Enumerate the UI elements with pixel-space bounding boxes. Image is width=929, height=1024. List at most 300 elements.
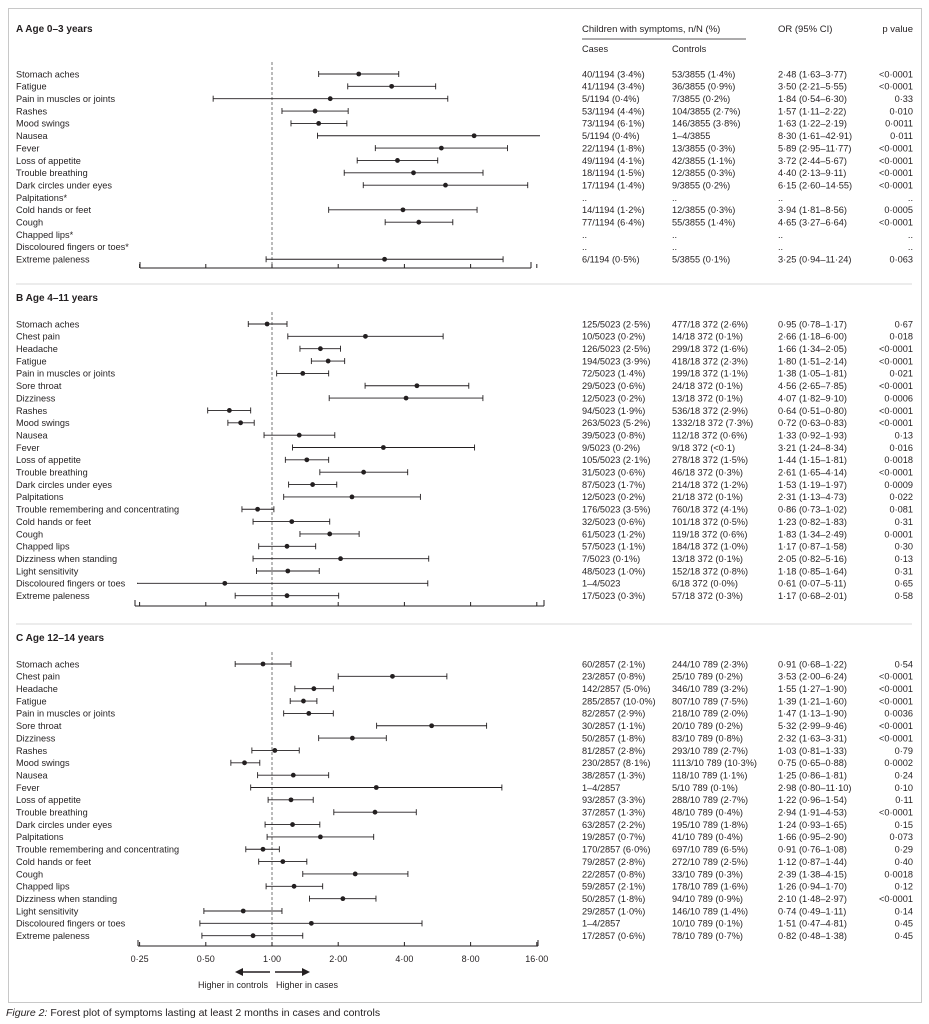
panel-C-row-2-point xyxy=(390,674,395,679)
panel-B-row-4-label: Fatigue xyxy=(16,356,47,367)
panel-B-row-13-p-value: <0·0001 xyxy=(879,467,913,478)
panel-C-row-13-or-ci: 2·94 (1·91–4·53) xyxy=(778,807,847,818)
panel-C-row-2-cases: 23/2857 (0·8%) xyxy=(582,671,646,682)
panel-C-row-1-controls: 244/10 789 (2·3%) xyxy=(672,659,749,670)
panel-B-row-20-point xyxy=(338,556,343,561)
panel-C-row-11-p-value: 0·10 xyxy=(894,782,913,793)
panel-C-row-8-or-ci: 1·03 (0·81–1·33) xyxy=(778,745,847,756)
panel-B-row-20-controls: 13/18 372 (0·1%) xyxy=(672,553,743,564)
panel-A-row-14-cases: .. xyxy=(582,229,588,240)
panel-A-row-4-label: Rashes xyxy=(16,106,48,117)
panel-C-row-18-cases: 22/2857 (0·8%) xyxy=(582,869,646,880)
panel-C-row-10-cases: 38/2857 (1·3%) xyxy=(582,770,646,781)
panel-B-row-11-cases: 9/5023 (0·2%) xyxy=(582,442,641,453)
panel-C-row-22-controls: 10/10 789 (0·1%) xyxy=(672,918,743,929)
panel-C-row-16-p-value: 0·29 xyxy=(894,844,913,855)
panel-A-row-9-label: Trouble breathing xyxy=(16,168,88,179)
panel-C-row-18-controls: 33/10 789 (0·3%) xyxy=(672,869,743,880)
header-cases: Cases xyxy=(582,44,609,54)
x-tick-label-2: 1·00 xyxy=(262,954,282,964)
panel-C-row-21-or-ci: 0·74 (0·49–1·11) xyxy=(778,906,847,917)
panel-B-row-1-point xyxy=(265,322,270,327)
panel-A-row-7-or-ci: 5·89 (2·95–11·77) xyxy=(778,143,852,154)
panel-C-row-18-or-ci: 2·39 (1·38–4·15) xyxy=(778,869,847,880)
panel-A-row-10-or-ci: 6·15 (2·60–14·55) xyxy=(778,180,853,191)
panel-B-row-6-cases: 29/5023 (0·6%) xyxy=(582,381,646,392)
panel-A-row-16-cases: 6/1194 (0·5%) xyxy=(582,254,640,265)
panel-C-row-17-p-value: 0·40 xyxy=(894,856,913,867)
panel-B-row-2-label: Chest pain xyxy=(16,331,60,342)
panel-A-row-1-point xyxy=(356,72,361,77)
panel-C-row-18-label: Cough xyxy=(16,869,44,880)
panel-C-row-9-label: Mood swings xyxy=(16,758,70,769)
arrow-right-label: Higher in cases xyxy=(276,980,339,990)
panel-C-row-15-or-ci: 1·66 (0·95–2·90) xyxy=(778,832,847,843)
panel-C-row-15-label: Palpitations xyxy=(16,832,64,843)
panel-A-row-2-controls: 36/3855 (0·9%) xyxy=(672,81,736,92)
panel-B-row-12-label: Loss of appetite xyxy=(16,455,81,466)
panel-B-row-12-point xyxy=(304,457,309,462)
panel-B-row-8-point xyxy=(227,408,232,413)
panel-B-row-19-label: Chapped lips xyxy=(16,541,70,552)
panel-C-row-9-cases: 230/2857 (8·1%) xyxy=(582,758,651,769)
panel-B-row-3-point xyxy=(318,346,323,351)
panel-B-row-3-label: Headache xyxy=(16,344,58,354)
panel-A-row-7-controls: 13/3855 (0·3%) xyxy=(672,143,736,154)
panel-B-row-18-point xyxy=(327,532,332,537)
panel-C-row-14-controls: 195/10 789 (1·8%) xyxy=(672,819,749,830)
panel-C-row-3-p-value: <0·0001 xyxy=(879,684,913,694)
panel-C-row-6-label: Sore throat xyxy=(16,721,62,732)
panel-C-row-12-point xyxy=(289,797,294,802)
panel-B-row-12-cases: 105/5023 (2·1%) xyxy=(582,455,651,466)
panel-B-row-18-controls: 119/18 372 (0·6%) xyxy=(672,529,748,540)
panel-B-row-9-or-ci: 0·72 (0·63–0·83) xyxy=(778,418,847,429)
panel-B-row-4-point xyxy=(326,359,331,364)
panel-A-row-1-p-value: <0·0001 xyxy=(879,69,913,80)
panel-C-row-1-label: Stomach aches xyxy=(16,659,80,670)
panel-C-row-20-p-value: <0·0001 xyxy=(879,893,913,904)
panel-B-row-7-label: Dizziness xyxy=(16,393,56,404)
panel-B-row-11-point xyxy=(381,445,386,450)
panel-A-row-5-or-ci: 1·63 (1·22–2·19) xyxy=(778,118,847,129)
panel-B-row-23-cases: 17/5023 (0·3%) xyxy=(582,591,646,601)
panel-B-row-16-point xyxy=(255,507,260,512)
header-controls: Controls xyxy=(672,44,707,54)
panel-C-row-19-p-value: 0·12 xyxy=(894,881,913,892)
panel-A-row-15-controls: .. xyxy=(672,242,678,253)
panel-C-row-5-or-ci: 1·47 (1·13–1·90) xyxy=(778,708,847,719)
panel-A-row-2-or-ci: 3·50 (2·21–5·55) xyxy=(778,81,847,92)
panel-B-row-20-label: Dizziness when standing xyxy=(16,553,118,564)
panel-C-row-13-point xyxy=(373,810,378,815)
panel-B-row-5-point xyxy=(300,371,305,376)
panel-B-row-10-controls: 112/18 372 (0·6%) xyxy=(672,430,748,441)
panel-A-row-11-cases: .. xyxy=(582,192,588,203)
panel-A-title: A Age 0–3 years xyxy=(16,24,93,35)
panel-C-row-21-cases: 29/2857 (1·0%) xyxy=(582,906,646,917)
panel-B-row-10-point xyxy=(297,433,302,438)
panel-C-row-16-label: Trouble remembering and concentrating xyxy=(16,844,180,855)
panel-A-row-1-or-ci: 2·48 (1·63–3·77) xyxy=(778,69,847,80)
panel-C-row-10-label: Nausea xyxy=(16,770,48,781)
panel-C-row-13-cases: 37/2857 (1·3%) xyxy=(582,807,646,818)
panel-C-row-4-cases: 285/2857 (10·0%) xyxy=(582,696,656,707)
panel-A-row-8-controls: 42/3855 (1·1%) xyxy=(672,155,736,166)
panel-C-row-11-label: Fever xyxy=(16,782,40,793)
panel-A-row-13-or-ci: 4·65 (3·27–6·64) xyxy=(778,217,847,228)
panel-B-row-13-cases: 31/5023 (0·6%) xyxy=(582,467,646,478)
panel-B-row-22-or-ci: 0·61 (0·07–5·11) xyxy=(778,578,847,589)
panel-B-row-6-or-ci: 4·56 (2·65–7·85) xyxy=(778,381,847,392)
panel-C-row-7-controls: 83/10 789 (0·8%) xyxy=(672,733,743,744)
panel-B-row-17-label: Cold hands or feet xyxy=(16,516,92,527)
panel-B-row-11-controls: 9/18 372 (<0·1) xyxy=(672,442,736,453)
panel-C-row-16-controls: 697/10 789 (6·5%) xyxy=(672,844,749,855)
figure-caption-text: Forest plot of symptoms lasting at least 2 months in cases and controls xyxy=(50,1007,381,1019)
panel-C-row-19-controls: 178/10 789 (1·6%) xyxy=(672,881,749,892)
panel-C-row-4-or-ci: 1·39 (1·21–1·60) xyxy=(778,696,847,707)
panel-C-row-6-or-ci: 5·32 (2·99–9·46) xyxy=(778,721,847,732)
panel-A-row-10-label: Dark circles under eyes xyxy=(16,180,112,191)
panel-A-row-11-p-value: .. xyxy=(907,192,913,203)
panel-C-row-17-label: Cold hands or feet xyxy=(16,856,92,867)
panel-A-row-5-point xyxy=(316,121,321,126)
panel-B-row-20-cases: 7/5023 (0·1%) xyxy=(582,553,641,564)
panel-B-row-19-cases: 57/5023 (1·1%) xyxy=(582,541,646,552)
panel-A-row-8-label: Loss of appetite xyxy=(16,155,81,166)
panel-B-row-16-label: Trouble remembering and concentrating xyxy=(16,504,180,515)
panel-C-row-12-label: Loss of appetite xyxy=(16,795,81,806)
panel-C-row-17-point xyxy=(280,859,285,864)
panel-B-row-1-or-ci: 0·95 (0·78–1·17) xyxy=(778,319,847,330)
panel-C-row-15-controls: 41/10 789 (0·4%) xyxy=(672,832,743,843)
header-children-with-symptoms: Children with symptoms, n/N (%) xyxy=(582,24,721,35)
panel-A-row-7-label: Fever xyxy=(16,143,40,154)
panel-A-row-9-controls: 12/3855 (0·3%) xyxy=(672,168,736,179)
panel-A-row-10-p-value: <0·0001 xyxy=(879,180,913,191)
panel-C-row-3-controls: 346/10 789 (3·2%) xyxy=(672,684,749,694)
panel-B-row-8-controls: 536/18 372 (2·9%) xyxy=(672,405,749,416)
panel-B-row-15-point xyxy=(350,495,355,500)
panel-C-title: C Age 12–14 years xyxy=(16,633,105,644)
panel-C-row-15-cases: 19/2857 (0·7%) xyxy=(582,832,646,843)
panel-B-row-23-controls: 57/18 372 (0·3%) xyxy=(672,591,743,601)
panel-A-row-12-point xyxy=(401,207,406,212)
panel-A-row-3-cases: 5/1194 (0·4%) xyxy=(582,94,640,104)
panel-B-row-7-p-value: 0·0006 xyxy=(884,393,913,404)
panel-A-row-11-label: Palpitations* xyxy=(16,192,68,203)
panel-A-row-16-p-value: 0·063 xyxy=(889,254,913,265)
panel-B-row-13-controls: 46/18 372 (0·3%) xyxy=(672,467,743,478)
panel-C-row-15-p-value: 0·073 xyxy=(889,832,913,843)
panel-A-row-11-controls: .. xyxy=(672,192,678,203)
panel-C-row-6-p-value: <0·0001 xyxy=(879,721,913,732)
panel-A-row-16-point xyxy=(382,257,387,262)
panel-A-row-4-point xyxy=(313,109,318,114)
panel-C-row-8-cases: 81/2857 (2·8%) xyxy=(582,745,646,756)
panel-A-row-3-or-ci: 1·84 (0·54–6·30) xyxy=(778,94,847,104)
panel-C-row-1-or-ci: 0·91 (0·68–1·22) xyxy=(778,659,847,670)
panel-B-row-1-cases: 125/5023 (2·5%) xyxy=(582,319,651,330)
panel-A-row-10-controls: 9/3855 (0·2%) xyxy=(672,180,731,191)
panel-B-row-21-cases: 48/5023 (1·0%) xyxy=(582,566,646,577)
panel-A-row-15-p-value: .. xyxy=(907,242,913,253)
panel-C-row-2-label: Chest pain xyxy=(16,671,60,682)
panel-B-row-2-cases: 10/5023 (0·2%) xyxy=(582,331,646,342)
panel-C-row-13-label: Trouble breathing xyxy=(16,807,88,818)
panel-A-row-12-cases: 14/1194 (1·2%) xyxy=(582,205,645,216)
panel-A-row-6-or-ci: 8·30 (1·61–42·91) xyxy=(778,131,853,142)
panel-C-row-23-or-ci: 0·82 (0·48–1·38) xyxy=(778,931,847,941)
panel-B-row-12-p-value: 0·0018 xyxy=(884,455,913,466)
panel-C-row-8-p-value: 0·79 xyxy=(894,745,913,756)
panel-C-row-12-cases: 93/2857 (3·3%) xyxy=(582,795,646,806)
panel-C-row-11-point xyxy=(374,785,379,790)
panel-B-row-9-label: Mood swings xyxy=(16,418,70,429)
panel-C-row-22-cases: 1–4/2857 xyxy=(582,918,621,929)
panel-C-row-2-controls: 25/10 789 (0·2%) xyxy=(672,671,743,682)
panel-B-row-23-point xyxy=(285,593,290,598)
panel-A-row-2-cases: 41/1194 (3·4%) xyxy=(582,81,645,92)
panel-C-row-21-p-value: 0·14 xyxy=(894,906,913,917)
panel-B-row-3-controls: 299/18 372 (1·6%) xyxy=(672,344,749,354)
figure-caption xyxy=(6,1007,380,1019)
panel-A-row-13-label: Cough xyxy=(16,217,44,228)
panel-A-row-5-p-value: 0·0011 xyxy=(885,118,913,129)
panel-C-row-20-point xyxy=(340,896,345,901)
panel-B-row-5-label: Pain in muscles or joints xyxy=(16,368,116,379)
panel-A-row-16-or-ci: 3·25 (0·94–11·24) xyxy=(778,254,852,265)
panel-C-row-9-point xyxy=(242,760,247,765)
panel-C-row-4-label: Fatigue xyxy=(16,696,47,707)
panel-B-row-15-label: Palpitations xyxy=(16,492,64,503)
panel-B-row-6-controls: 24/18 372 (0·1%) xyxy=(672,381,743,392)
panel-B-row-21-controls: 152/18 372 (0·8%) xyxy=(672,566,749,577)
panel-A-row-9-p-value: <0·0001 xyxy=(879,168,913,179)
arrow-left-label: Higher in controls xyxy=(197,980,268,990)
panel-B-row-20-or-ci: 2·05 (0·82–5·16) xyxy=(778,553,847,564)
panel-B-row-4-or-ci: 1·80 (1·51–2·14) xyxy=(778,356,847,367)
panel-B-row-23-p-value: 0·58 xyxy=(894,591,913,601)
panel-C-row-14-or-ci: 1·24 (0·93–1·65) xyxy=(778,819,847,830)
panel-B-row-4-cases: 194/5023 (3·9%) xyxy=(582,356,651,367)
panel-A-row-13-controls: 55/3855 (1·4%) xyxy=(672,217,736,228)
panel-B-row-1-controls: 477/18 372 (2·6%) xyxy=(672,319,749,330)
panel-A-row-13-cases: 77/1194 (6·4%) xyxy=(582,217,645,228)
panel-B-row-13-or-ci: 2·61 (1·65–4·14) xyxy=(778,467,847,478)
panel-B-row-7-cases: 12/5023 (0·2%) xyxy=(582,393,646,404)
panel-C-row-21-controls: 146/10 789 (1·4%) xyxy=(672,906,749,917)
panel-C-row-22-or-ci: 1·51 (0·47–4·81) xyxy=(778,918,847,929)
panel-A-row-11-or-ci: .. xyxy=(778,192,784,203)
panel-A-row-1-controls: 53/3855 (1·4%) xyxy=(672,69,736,80)
panel-B-row-15-cases: 12/5023 (0·2%) xyxy=(582,492,646,503)
panel-B-row-13-point xyxy=(361,470,366,475)
panel-C-row-4-point xyxy=(301,699,306,704)
panel-C-row-19-point xyxy=(292,884,297,889)
header-or-ci: OR (95% CI) xyxy=(778,24,833,35)
panel-B-row-8-or-ci: 0·64 (0·51–0·80) xyxy=(778,405,847,416)
panel-B-row-23-label: Extreme paleness xyxy=(16,591,90,601)
x-tick-label-6: 16·00 xyxy=(525,954,549,964)
panel-B-row-21-label: Light sensitivity xyxy=(16,566,79,577)
panel-B-row-17-point xyxy=(289,519,294,524)
figure-label: Figure 2: xyxy=(6,1007,48,1019)
panel-C-row-20-controls: 94/10 789 (0·9%) xyxy=(672,893,743,904)
panel-A-row-10-point xyxy=(443,183,448,188)
panel-A-row-3-label: Pain in muscles or joints xyxy=(16,94,116,104)
panel-C-row-10-p-value: 0·24 xyxy=(894,770,913,781)
panel-A-row-14-p-value: .. xyxy=(907,229,913,240)
panel-A-row-12-label: Cold hands or feet xyxy=(16,205,92,216)
x-tick-label-4: 4·00 xyxy=(395,954,414,964)
panel-A-row-2-p-value: <0·0001 xyxy=(879,81,913,92)
panel-C-row-23-point xyxy=(251,933,256,938)
panel-C-row-6-cases: 30/2857 (1·1%) xyxy=(582,721,646,732)
panel-C-row-21-label: Light sensitivity xyxy=(16,906,79,917)
panel-B-row-12-controls: 278/18 372 (1·5%) xyxy=(672,455,749,466)
panel-B-row-15-or-ci: 2·31 (1·13–4·73) xyxy=(778,492,847,503)
panel-C-row-23-cases: 17/2857 (0·6%) xyxy=(582,931,646,941)
panel-B-row-16-controls: 760/18 372 (4·1%) xyxy=(672,504,749,515)
panel-B-row-22-point xyxy=(222,581,227,586)
panel-C-row-11-or-ci: 2·98 (0·80–11·10) xyxy=(778,782,852,793)
panel-B-row-11-label: Fever xyxy=(16,442,40,453)
panel-B-row-10-p-value: 0·13 xyxy=(894,430,913,441)
panel-A-row-6-label: Nausea xyxy=(16,131,48,142)
panel-C-row-1-p-value: 0·54 xyxy=(894,659,913,670)
panel-B-row-22-label: Discoloured fingers or toes xyxy=(16,578,126,589)
panel-C-row-23-controls: 78/10 789 (0·7%) xyxy=(672,931,743,941)
panel-A-row-14-controls: .. xyxy=(672,229,678,240)
panel-C-row-13-controls: 48/10 789 (0·4%) xyxy=(672,807,743,818)
panel-C-row-1-point xyxy=(261,662,266,667)
panel-B-row-2-controls: 14/18 372 (0·1%) xyxy=(672,331,743,342)
panel-B-row-17-controls: 101/18 372 (0·5%) xyxy=(672,516,749,527)
panel-A-row-4-or-ci: 1·57 (1·11–2·22) xyxy=(778,106,847,117)
panel-B-row-16-p-value: 0·081 xyxy=(889,504,913,515)
panel-B-row-10-label: Nausea xyxy=(16,430,48,441)
panel-A-row-5-controls: 146/3855 (3·8%) xyxy=(672,118,741,129)
panel-B-row-21-point xyxy=(285,569,290,574)
panel-B-row-16-or-ci: 0·86 (0·73–1·02) xyxy=(778,504,847,515)
panel-B-row-4-p-value: <0·0001 xyxy=(879,356,913,367)
panel-A-row-4-cases: 53/1194 (4·4%) xyxy=(582,106,645,117)
panel-B-row-4-controls: 418/18 372 (2·3%) xyxy=(672,356,749,367)
panel-B-row-17-cases: 32/5023 (0·6%) xyxy=(582,516,646,527)
panel-C-row-18-point xyxy=(353,872,358,877)
panel-C-row-7-label: Dizziness xyxy=(16,733,56,744)
panel-A-row-5-cases: 73/1194 (6·1%) xyxy=(582,118,645,129)
panel-C-row-21-point xyxy=(241,909,246,914)
panel-B-row-10-or-ci: 1·33 (0·92–1·93) xyxy=(778,430,847,441)
panel-B-row-2-point xyxy=(363,334,368,339)
panel-C-row-12-p-value: 0·11 xyxy=(895,795,913,806)
panel-C-row-7-p-value: <0·0001 xyxy=(879,733,913,744)
panel-A-row-9-point xyxy=(411,170,416,175)
panel-C-row-14-p-value: 0·15 xyxy=(894,819,913,830)
panel-C-row-14-point xyxy=(290,822,295,827)
panel-B-row-14-point xyxy=(310,482,315,487)
panel-B-row-2-or-ci: 2·66 (1·18–6·00) xyxy=(778,331,847,342)
panel-C-row-10-controls: 118/10 789 (1·1%) xyxy=(672,770,748,781)
panel-A-row-4-p-value: 0·010 xyxy=(889,106,913,117)
panel-B-row-10-cases: 39/5023 (0·8%) xyxy=(582,430,646,441)
panel-C-row-22-p-value: 0·45 xyxy=(894,918,913,929)
panel-C-row-4-controls: 807/10 789 (7·5%) xyxy=(672,696,749,707)
panel-C-row-3-label: Headache xyxy=(16,684,58,694)
panel-A-row-6-controls: 1–4/3855 xyxy=(672,131,711,142)
panel-C-row-19-cases: 59/2857 (2·1%) xyxy=(582,881,646,892)
panel-C-row-17-cases: 79/2857 (2·8%) xyxy=(582,856,646,867)
panel-C-row-20-label: Dizziness when standing xyxy=(16,893,118,904)
panel-B-row-22-cases: 1–4/5023 xyxy=(582,578,621,589)
panel-C-row-12-or-ci: 1·22 (0·96–1·54) xyxy=(778,795,847,806)
panel-C-row-16-cases: 170/2857 (6·0%) xyxy=(582,844,651,855)
panel-B-row-17-or-ci: 1·23 (0·82–1·83) xyxy=(778,516,847,527)
panel-C-row-16-point xyxy=(261,847,266,852)
panel-A-row-9-or-ci: 4·40 (2·13–9·11) xyxy=(778,168,847,179)
panel-A-row-13-p-value: <0·0001 xyxy=(879,217,913,228)
panel-C-row-7-point xyxy=(350,736,355,741)
panel-B-row-6-point xyxy=(415,383,420,388)
panel-A-row-2-point xyxy=(389,84,394,89)
panel-C-row-19-label: Chapped lips xyxy=(16,881,70,892)
panel-C-row-1-cases: 60/2857 (2·1%) xyxy=(582,659,646,670)
panel-C-row-9-or-ci: 0·75 (0·65–0·88) xyxy=(778,758,847,769)
panel-B-row-12-or-ci: 1·44 (1·15–1·81) xyxy=(778,455,847,466)
panel-C-row-2-p-value: <0·0001 xyxy=(879,671,913,682)
header-p-value: p value xyxy=(882,24,913,35)
panel-C-row-20-or-ci: 2·10 (1·48–2·97) xyxy=(778,893,847,904)
panel-C-row-22-point xyxy=(309,921,314,926)
panel-B-row-20-p-value: 0·13 xyxy=(894,553,913,564)
panel-B-row-18-p-value: 0·0001 xyxy=(884,529,913,540)
panel-A-row-1-label: Stomach aches xyxy=(16,69,80,80)
panel-A-row-7-point xyxy=(439,146,444,151)
panel-C-row-8-point xyxy=(272,748,277,753)
panel-C-row-18-p-value: 0·0018 xyxy=(884,869,913,880)
panel-B-row-18-label: Cough xyxy=(16,529,44,540)
panel-A-row-15-label: Discoloured fingers or toes* xyxy=(16,242,129,253)
panel-C-row-20-cases: 50/2857 (1·8%) xyxy=(582,893,646,904)
panel-C-row-9-controls: 1113/10 789 (10·3%) xyxy=(672,758,757,769)
panel-C-row-5-point xyxy=(306,711,311,716)
panel-B-row-8-label: Rashes xyxy=(16,405,48,416)
panel-C-row-6-point xyxy=(429,723,434,728)
panel-B-row-16-cases: 176/5023 (3·5%) xyxy=(582,504,651,515)
panel-B-row-2-p-value: 0·018 xyxy=(889,331,913,342)
panel-B-row-5-controls: 199/18 372 (1·1%) xyxy=(672,368,749,379)
x-tick-label-5: 8·00 xyxy=(461,954,480,964)
panel-B-row-21-p-value: 0·31 xyxy=(894,566,913,577)
panel-C-row-19-or-ci: 1·26 (0·94–1·70) xyxy=(778,881,847,892)
panel-B-row-22-controls: 6/18 372 (0·0%) xyxy=(672,578,738,589)
panel-A-row-9-cases: 18/1194 (1·5%) xyxy=(582,168,645,179)
panel-C-row-3-cases: 142/2857 (5·0%) xyxy=(582,684,651,694)
panel-A-row-5-label: Mood swings xyxy=(16,118,70,129)
panel-C-row-11-cases: 1–4/2857 xyxy=(582,782,621,793)
panel-B-row-13-label: Trouble breathing xyxy=(16,467,88,478)
panel-A-row-7-p-value: <0·0001 xyxy=(879,143,913,154)
panel-C-row-5-label: Pain in muscles or joints xyxy=(16,708,116,719)
panel-A-row-1-cases: 40/1194 (3·4%) xyxy=(582,69,645,80)
arrow-right-head xyxy=(302,968,310,976)
panel-B-row-9-cases: 263/5023 (5·2%) xyxy=(582,418,651,429)
panel-A-row-12-p-value: 0·0005 xyxy=(884,205,913,216)
panel-A-row-12-controls: 12/3855 (0·3%) xyxy=(672,205,736,216)
